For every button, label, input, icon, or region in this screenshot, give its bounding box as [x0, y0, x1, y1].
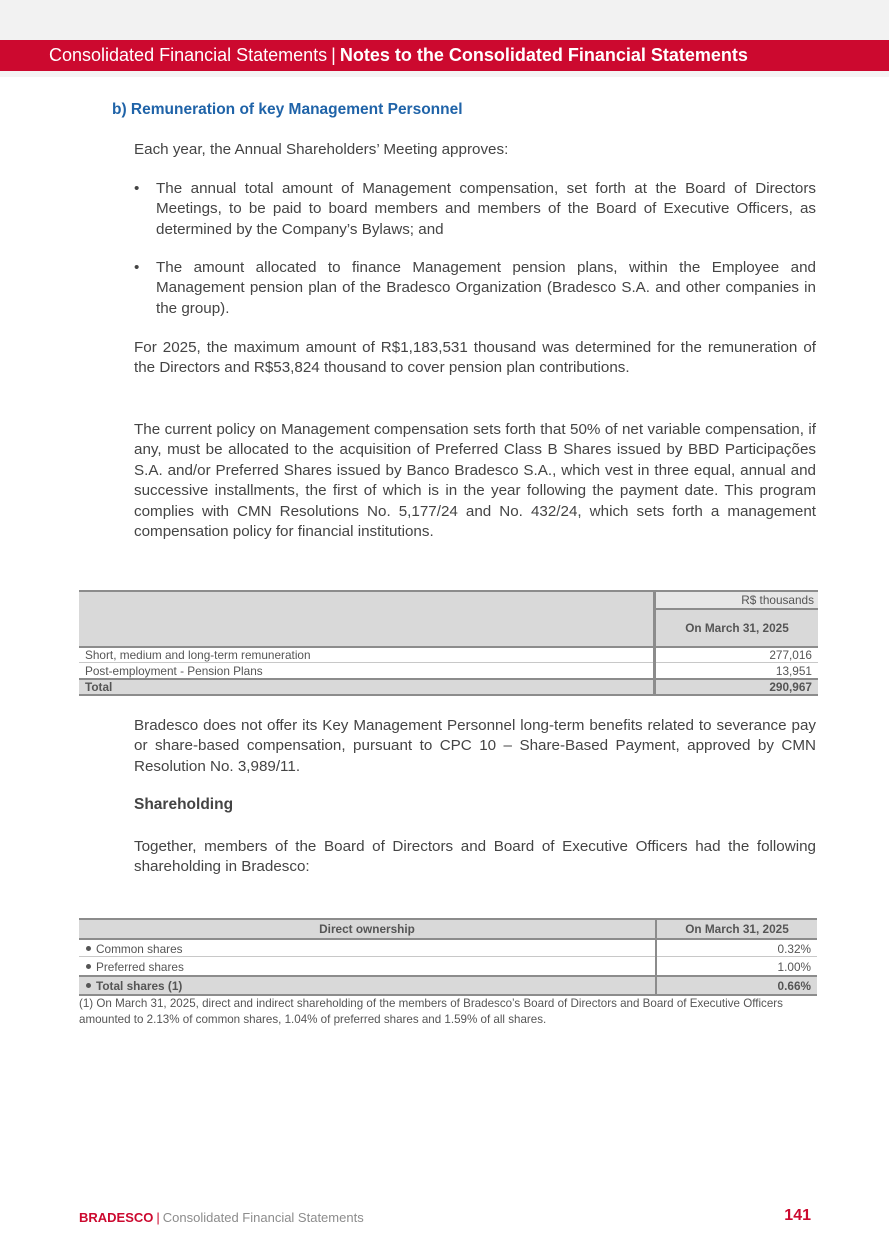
- header-title: Notes to the Consolidated Financial Statements: [339, 45, 748, 65]
- table-row-value: 1.00%: [777, 960, 811, 974]
- header-banner: [0, 40, 889, 71]
- table-total-value: 0.66%: [777, 979, 811, 993]
- shareholding-footnote: (1) On March 31, 2025, direct and indirect shareholding of the members of Bradesco’s Board of Directors and Board of Executive Officers amounted to 2.13% of common shares, 1.04% of preferred shares and 1.59% of all shares.: [79, 997, 783, 1026]
- banner-shadow: [0, 71, 889, 77]
- bullet-dot-icon: [86, 946, 91, 951]
- footer-title: Consolidated Financial Statements: [162, 1210, 364, 1225]
- shareholding-heading: Shareholding: [134, 796, 234, 813]
- table-rule: [79, 938, 817, 940]
- table-total-value: 290,967: [769, 680, 812, 694]
- table-row-label: Short, medium and long-term remuneration: [85, 648, 311, 662]
- table-total-label: Total: [85, 680, 113, 694]
- table-row-value: 277,016: [769, 648, 812, 662]
- footer: [79, 1210, 364, 1225]
- paragraph-compensation-policy: The current policy on Management compensation sets forth that 50% of net variable compensation, if any, must be allocated to the acquisition of Preferred Class B Shares issued by BBD Participações S.A. and/or Preferred Shares issued by Banco Bradesco S.A., which vest in three equal, annual and successive installments, the first of which is in the year following the payment date. This program complies with CMN Resolutions No. 5,177/24 and No. 432/24, which sets forth a management compensation policy for financial institutions.: [134, 421, 816, 541]
- bullet-item: [134, 258, 816, 319]
- bullet-text: The amount allocated to finance Management pension plans, within the Employee and Management pension plan of the Bradesco Organization (Bradesco S.A. and other companies in the group).: [156, 259, 816, 317]
- table-column-divider: [653, 590, 656, 696]
- row-label-text: Common shares: [96, 942, 183, 956]
- intro-paragraph: Each year, the Annual Shareholders’ Meeting approves:: [134, 141, 509, 158]
- bullet-dot-icon: •: [134, 259, 140, 276]
- total-row-background: [79, 680, 818, 694]
- shareholding-col-left: Direct ownership: [319, 922, 415, 936]
- bullet-dot-icon: [86, 983, 91, 988]
- table-row-label: Post-employment - Pension Plans: [85, 664, 263, 678]
- table-column-divider: [655, 918, 657, 996]
- shareholding-header-row: [79, 918, 817, 939]
- table-header-blank: [79, 590, 653, 647]
- table-row-value: 0.32%: [777, 942, 811, 956]
- remuneration-table: [79, 590, 818, 696]
- table-total-label: [86, 979, 182, 993]
- bullet-dot-icon: •: [134, 180, 140, 197]
- table-row-divider: [79, 956, 817, 957]
- shareholding-intro: Together, members of the Board of Directors and Board of Executive Officers had the following shareholding in Bradesco:: [134, 838, 816, 876]
- table-row-value: 13,951: [775, 664, 812, 678]
- total-row-background: [79, 977, 817, 994]
- table-row-label: [86, 960, 184, 974]
- bullet-text: The annual total amount of Management compensation, set forth at the Board of Directors Meetings, to be paid to board members and members of the Board of Executive Officers, as determined by the Company’s Bylaws; and: [156, 180, 816, 238]
- table-row-label: [86, 942, 183, 956]
- paragraph-no-benefits: Bradesco does not offer its Key Management Personnel long-term benefits related to severance pay or share-based compensation, pursuant to CPC 10 – Share-Based Payment, approved by CMN Resolution No. 3,989/11.: [134, 717, 816, 775]
- table-unit-label: R$ thousands: [656, 590, 818, 608]
- table-rule: [79, 694, 818, 696]
- bullet-dot-icon: [86, 964, 91, 969]
- bullet-item: [134, 179, 816, 240]
- table-row-divider: [79, 662, 818, 663]
- row-label-text: Preferred shares: [96, 960, 184, 974]
- top-strip: [0, 0, 889, 40]
- table-column-header: On March 31, 2025: [656, 608, 818, 647]
- page-number: 141: [784, 1207, 811, 1224]
- header-section: Consolidated Financial Statements: [49, 45, 328, 65]
- shareholding-col-right: On March 31, 2025: [685, 922, 789, 936]
- shareholding-table: [79, 918, 817, 996]
- total-label-text: Total shares (1): [96, 979, 183, 993]
- footer-separator: |: [156, 1210, 160, 1225]
- section-title: b) Remuneration of key Management Personnel: [112, 101, 463, 118]
- header-separator: |: [331, 45, 336, 65]
- footer-brand-logo: BRADESCO: [79, 1210, 154, 1225]
- paragraph-max-amount: For 2025, the maximum amount of R$1,183,531 thousand was determined for the remuneration of the Directors and R$53,824 thousand to cover pension plan contributions.: [134, 339, 816, 377]
